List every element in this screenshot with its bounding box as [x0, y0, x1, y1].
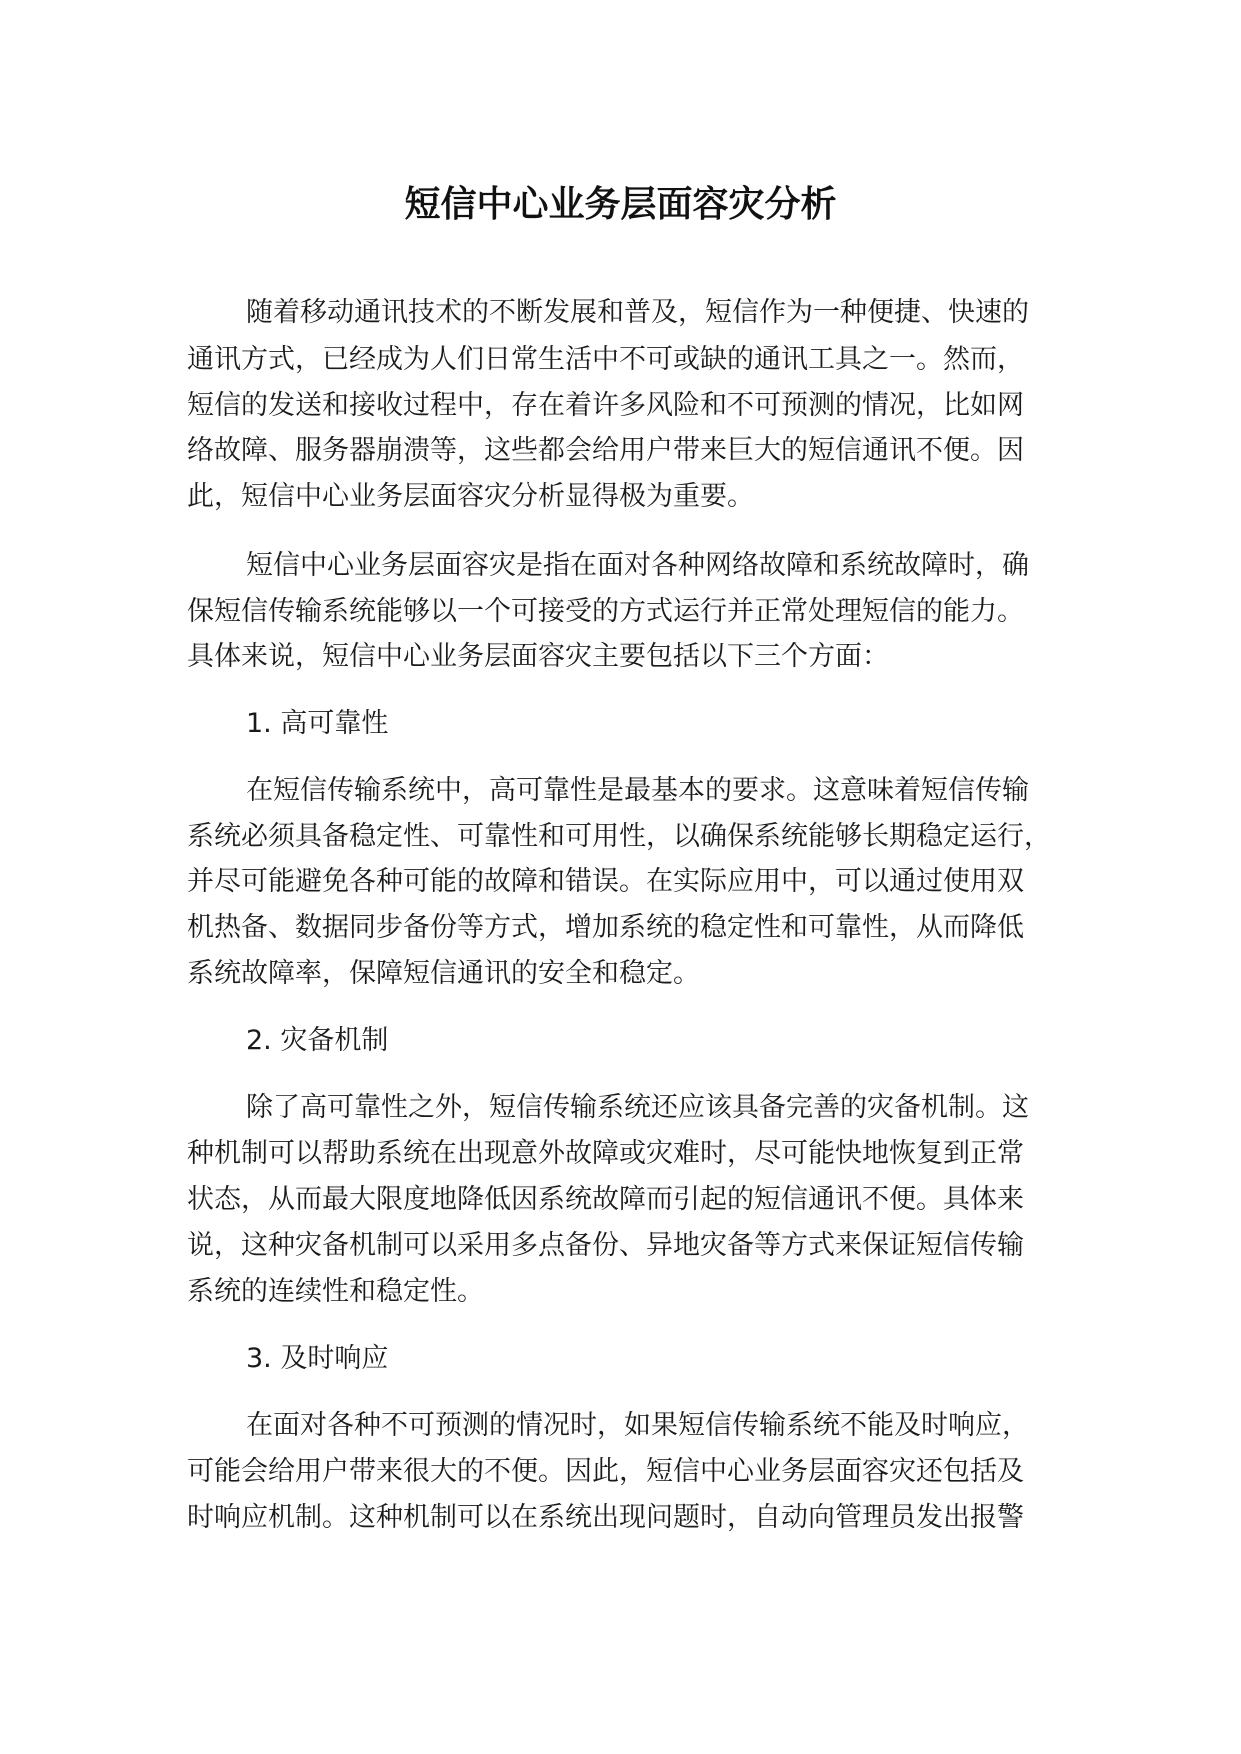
paragraph-line: 络故障、服务器崩溃等，这些都会给用户带来巨大的短信通讯不便。因: [187, 435, 1024, 466]
section-heading: 1. 高可靠性: [246, 708, 389, 739]
paragraph-line: 机热备、数据同步备份等方式，增加系统的稳定性和可靠性，从而降低: [187, 912, 1024, 943]
paragraph-line: 此，短信中心业务层面容灾分析显得极为重要。: [187, 481, 754, 512]
paragraph-line: 短信中心业务层面容灾是指在面对各种网络故障和系统故障时，确: [246, 550, 1029, 581]
paragraph-line: 除了高可靠性之外，短信传输系统还应该具备完善的灾备机制。这: [246, 1092, 1029, 1123]
document-title: 短信中心业务层面容灾分析: [404, 184, 837, 225]
paragraph-line: 并尽可能避免各种可能的故障和错误。在实际应用中，可以通过使用双: [187, 866, 1024, 897]
paragraph-line: 系统故障率，保障短信通讯的安全和稳定。: [187, 958, 700, 989]
paragraph-line: 通讯方式，已经成为人们日常生活中不可或缺的通讯工具之一。然而，: [187, 344, 1024, 375]
section-heading: 3. 及时响应: [246, 1343, 389, 1374]
paragraph-line: 短信的发送和接收过程中，存在着许多风险和不可预测的情况，比如网: [187, 390, 1024, 421]
paragraph-line: 时响应机制。这种机制可以在系统出现问题时，自动向管理员发出报警: [187, 1502, 1024, 1533]
paragraph-line: 系统必须具备稳定性、可靠性和可用性，以确保系统能够长期稳定运行，: [187, 821, 1051, 852]
paragraph-line: 在面对各种不可预测的情况时，如果短信传输系统不能及时响应，: [246, 1410, 1029, 1441]
paragraph-line: 说，这种灾备机制可以采用多点备份、异地灾备等方式来保证短信传输: [187, 1230, 1024, 1261]
paragraph-line: 可能会给用户带来很大的不便。因此，短信中心业务层面容灾还包括及: [187, 1456, 1024, 1487]
paragraph-line: 保短信传输系统能够以一个可接受的方式运行并正常处理短信的能力。: [187, 596, 1024, 627]
paragraph-line: 随着移动通讯技术的不断发展和普及，短信作为一种便捷、快速的: [246, 297, 1029, 328]
paragraph-line: 在短信传输系统中，高可靠性是最基本的要求。这意味着短信传输: [246, 775, 1029, 806]
section-heading: 2. 灾备机制: [246, 1025, 389, 1056]
paragraph-line: 种机制可以帮助系统在出现意外故障或灾难时，尽可能快地恢复到正常: [187, 1138, 1024, 1169]
paragraph-line: 状态，从而最大限度地降低因系统故障而引起的短信通讯不便。具体来: [187, 1184, 1024, 1215]
paragraph-line: 具体来说，短信中心业务层面容灾主要包括以下三个方面：: [187, 641, 889, 672]
paragraph-line: 系统的连续性和稳定性。: [187, 1276, 484, 1307]
